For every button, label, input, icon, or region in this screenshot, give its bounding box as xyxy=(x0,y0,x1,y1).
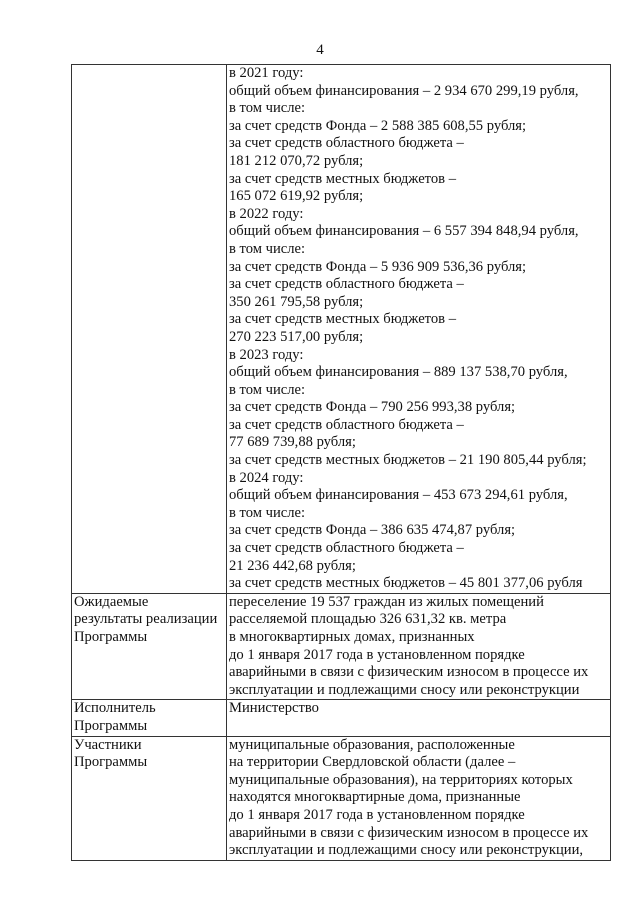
row-value-cell xyxy=(227,65,611,594)
row-label-cell xyxy=(72,65,227,594)
row-value-line: в 2024 году: xyxy=(229,469,304,486)
row-value-line: муниципальные образования, расположенные xyxy=(229,736,515,753)
row-value-cell xyxy=(227,736,611,860)
program-passport-table xyxy=(71,64,611,861)
row-value-line: за счет средств областного бюджета – xyxy=(229,276,464,293)
row-value-line: общий объем финансирования – 889 137 538,70 рубля, xyxy=(229,364,568,381)
row-value-line: до 1 января 2017 года в установленном порядке xyxy=(229,646,525,663)
row-value-line: до 1 января 2017 года в установленном порядке xyxy=(229,806,525,823)
row-value-line: переселение 19 537 граждан из жилых помещений xyxy=(229,593,544,610)
row-value-line: аварийными в связи с физическим износом в процессе их xyxy=(229,664,589,681)
row-value-line: в многоквартирных домах, признанных xyxy=(229,629,475,645)
row-value-line: 181 212 070,72 рубля; xyxy=(229,152,364,169)
row-value-line: за счет средств Фонда – 790 256 993,38 рубля; xyxy=(229,399,516,416)
row-value-line: эксплуатации и подлежащими сносу или реконструкции, xyxy=(229,842,584,859)
row-value-line: эксплуатации и подлежащими сносу или реконструкции xyxy=(229,681,580,698)
row-value-line: на территории Свердловской области (далее – xyxy=(229,754,516,771)
table-body xyxy=(72,65,611,861)
row-value-line: в 2023 году: xyxy=(229,346,304,363)
row-value-cell xyxy=(227,700,611,736)
row-value-line: общий объем финансирования – 453 673 294,61 рубля, xyxy=(229,487,568,504)
row-value-line: в 2022 году: xyxy=(229,205,304,222)
row-label-line: Программы xyxy=(74,717,148,734)
row-label-line: Программы xyxy=(74,629,148,645)
row-value-line: расселяемой площадью 326 631,32 кв. метра xyxy=(229,611,507,628)
row-label-cell xyxy=(72,700,227,736)
row-value-line: 350 261 795,58 рубля; xyxy=(229,293,364,310)
table-row-financing-by-year xyxy=(72,65,611,594)
table-row-program-executor xyxy=(72,700,611,736)
row-value-line: в том числе: xyxy=(229,381,306,398)
row-value-line: в 2021 году: xyxy=(229,65,304,81)
row-value-line: в том числе: xyxy=(229,240,306,257)
row-value-line: за счет средств Фонда – 5 936 909 536,36 рубля; xyxy=(229,258,527,275)
row-value-line: за счет средств Фонда – 386 635 474,87 рубля; xyxy=(229,522,516,539)
page-number: 4 xyxy=(316,42,324,58)
row-value-line: 77 689 739,88 рубля; xyxy=(229,434,356,451)
row-value-line: аварийными в связи с физическим износом в процессе их xyxy=(229,824,589,841)
row-value-line: находятся многоквартирные дома, признанные xyxy=(229,789,521,806)
row-value-line: за счет средств местных бюджетов – 21 190 805,44 рубля; xyxy=(229,452,587,469)
row-value-line: муниципальные образования), на территориях которых xyxy=(229,771,573,788)
row-value-cell xyxy=(227,593,611,700)
row-value-line: Министерство xyxy=(229,700,319,717)
row-value-line: за счет средств местных бюджетов – xyxy=(229,311,456,328)
row-value-line: общий объем финансирования – 6 557 394 848,94 рубля, xyxy=(229,223,579,240)
row-value-line: 270 223 517,00 рубля; xyxy=(229,328,364,345)
row-value-line: в том числе: xyxy=(229,504,306,521)
row-value-line: за счет средств местных бюджетов – 45 801 377,06 рубля xyxy=(229,575,583,592)
row-value-line: за счет средств областного бюджета – xyxy=(229,416,464,433)
row-value-line: 21 236 442,68 рубля; xyxy=(229,557,356,574)
row-label-line: Исполнитель xyxy=(74,700,156,717)
row-label-line: результаты реализации xyxy=(74,611,218,628)
row-value-line: за счет средств местных бюджетов – xyxy=(229,170,456,187)
row-label-line: Программы xyxy=(74,754,148,771)
row-value-line: общий объем финансирования – 2 934 670 299,19 рубля, xyxy=(229,82,579,99)
row-label-line: Участники xyxy=(74,736,142,753)
row-value-line: 165 072 619,92 рубля; xyxy=(229,188,364,205)
table-row-program-participants xyxy=(72,736,611,860)
row-value-line: за счет средств Фонда – 2 588 385 608,55 рубля; xyxy=(229,117,527,134)
row-label-cell xyxy=(72,593,227,700)
row-label-cell xyxy=(72,736,227,860)
row-value-line: за счет средств областного бюджета – xyxy=(229,135,464,152)
table-row-expected-results xyxy=(72,593,611,700)
row-value-line: в том числе: xyxy=(229,100,306,117)
row-label-line: Ожидаемые xyxy=(74,593,149,610)
row-value-line: за счет средств областного бюджета – xyxy=(229,540,464,557)
